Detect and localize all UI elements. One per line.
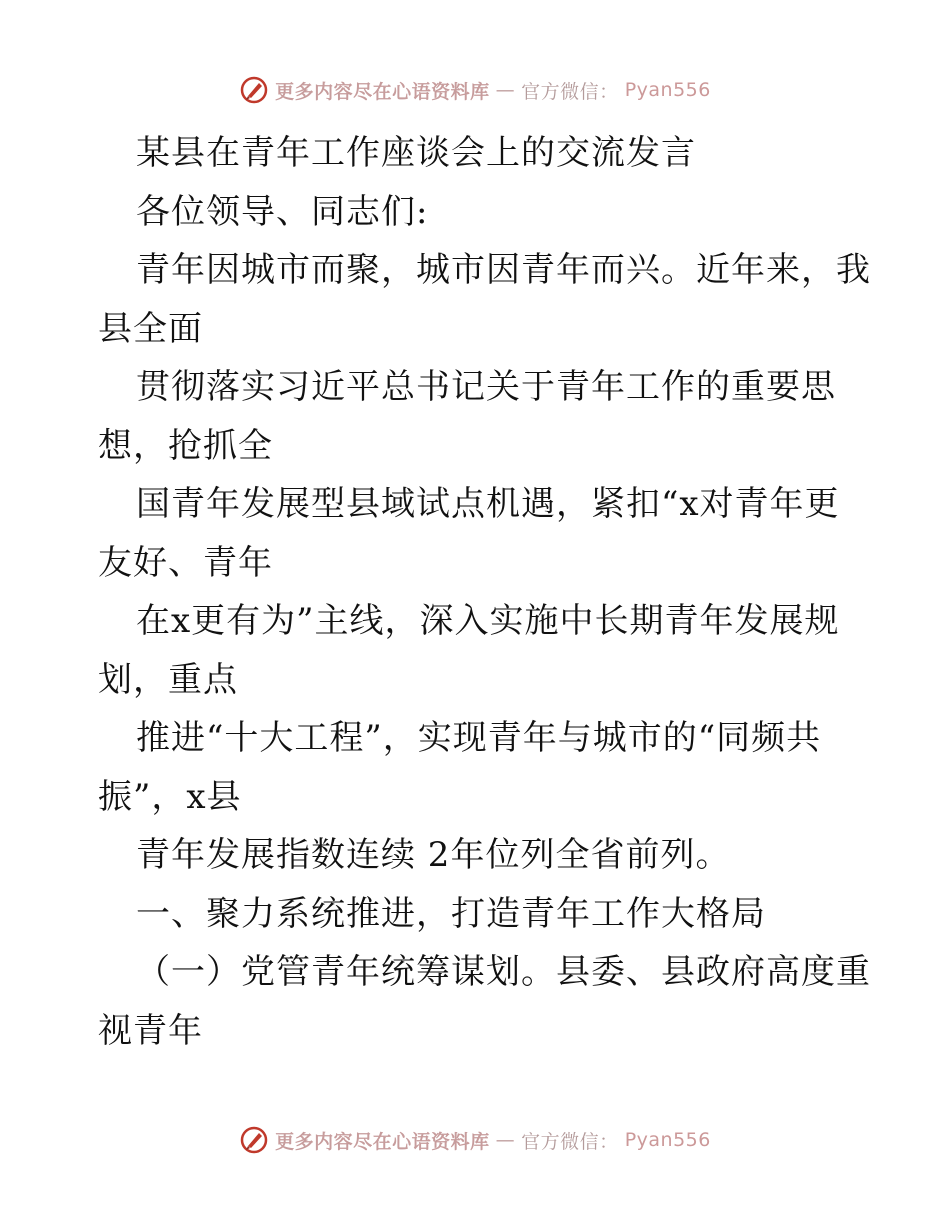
document-line: 视青年: [98, 1010, 203, 1051]
watermark-text: 更多内容尽在心语资料库: [275, 1130, 490, 1153]
header-watermark: [0, 70, 950, 110]
watermark-official: 官方微信：: [521, 1130, 619, 1153]
document-line: （一）党管青年统筹谋划。县委、县政府高度重: [136, 952, 871, 992]
watermark-official: 官方微信：: [521, 80, 619, 103]
document-line: 各位领导、同志们:: [136, 191, 429, 232]
document-line: 推进“十大工程”，实现青年与城市的“同频共: [136, 718, 822, 758]
document-line: 友好、青年: [98, 542, 273, 583]
watermark-text: 更多内容尽在心语资料库: [275, 80, 490, 103]
footer-watermark: [0, 1120, 950, 1160]
document-line: 青年发展指数连续 2年位列全省前列。: [136, 835, 731, 875]
watermark-id: Pyan556: [624, 1129, 711, 1151]
document-line: 贯彻落实习近平总书记关于青年工作的重要思: [136, 367, 836, 407]
document-line: 国青年发展型县域试点机遇，紧扣“x对青年更: [136, 484, 840, 524]
document-line: 一、聚力系统推进，打造青年工作大格局: [136, 893, 766, 934]
document-line: 青年因城市而聚，城市因青年而兴。近年来，我: [136, 250, 871, 290]
document-line: 振”，x县: [98, 776, 242, 817]
pen-logo-icon: [239, 1125, 269, 1155]
document-line: 想，抢抓全: [98, 425, 273, 466]
document-line: 划，重点: [98, 659, 238, 700]
document-line: 县全面: [98, 308, 203, 349]
watermark-separator: —: [495, 79, 516, 101]
document-line: 在x更有为”主线，深入实施中长期青年发展规: [136, 601, 840, 641]
document-body: [98, 124, 871, 1060]
document-line: 某县在青年工作座谈会上的交流发言: [136, 133, 696, 173]
watermark-separator: —: [495, 1129, 516, 1151]
watermark-id: Pyan556: [624, 79, 711, 101]
pen-logo-icon: [239, 75, 269, 105]
